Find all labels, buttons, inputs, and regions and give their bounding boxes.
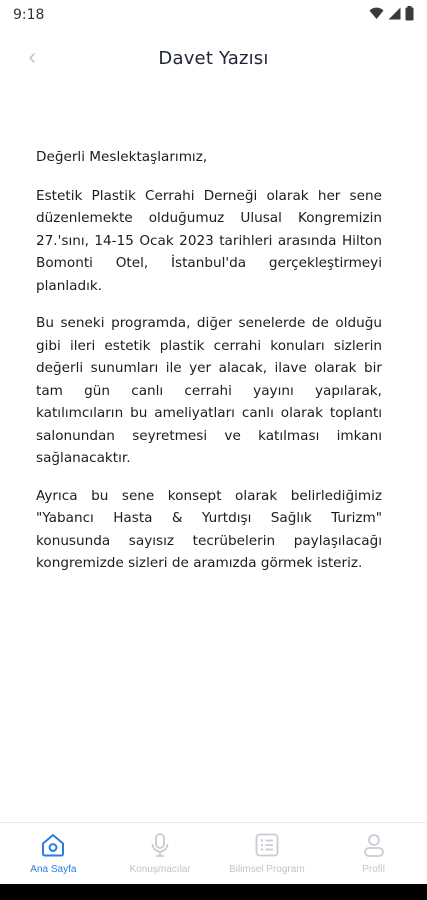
status-icons	[369, 6, 414, 25]
chevron-left-icon	[27, 49, 37, 68]
wifi-icon	[369, 7, 384, 24]
battery-icon	[405, 6, 414, 25]
letter-greeting: Değerli Meslektaşlarımız,	[36, 149, 208, 165]
list-icon	[252, 830, 282, 860]
letter-paragraph: Bu seneki programda, diğer senelerde de olduğu gibi ileri estetik plastik cerrahi konuları sizlerin değerli sunumları ile yer alacak, ilave olarak bir tam gün canlı cerrahi yayını yapılarak, katılımcıların bu ameliyatları canlı olarak toplantı salonundan seyretmesi ve katılması imkanı sağlanacaktır.	[36, 315, 382, 466]
letter-paragraph: Ayrıca bu sene konsept olarak belirlediğimiz "Yabancı Hasta & Yurtdışı Sağlık Turizm" konusunda sayısız tecrübelerin paylaşılacağı kongremizde sizleri de aramızda görmek isteriz.	[36, 487, 382, 571]
home-icon	[38, 830, 68, 860]
cellular-signal-icon	[388, 7, 401, 24]
bottom-tab-bar	[0, 822, 427, 885]
tab-konusmacilar[interactable]	[107, 823, 214, 885]
system-navigation-bar	[0, 884, 427, 900]
tab-label: Bilimsel Program	[229, 864, 305, 875]
tab-label: Konuşmacılar	[129, 864, 191, 875]
tab-label: Profil	[362, 864, 386, 875]
back-button[interactable]	[18, 44, 46, 72]
status-time: 9:18	[13, 7, 45, 23]
invitation-letter	[36, 146, 382, 590]
tab-label: Ana Sayfa	[30, 864, 77, 875]
tab-ana-sayfa[interactable]	[0, 823, 107, 885]
tab-profil[interactable]	[320, 823, 427, 885]
page-title: Davet Yazısı	[158, 47, 269, 69]
app-header	[0, 40, 427, 76]
status-bar	[0, 0, 427, 30]
letter-paragraph: Estetik Plastik Cerrahi Derneği olarak her sene düzenlemekte olduğumuz Ulusal Kongremizin 27.'sını, 14-15 Ocak 2023 tarihleri arasında Hilton Bomonti Otel, İstanbul'da gerçekleştirmeyi planladık.	[36, 187, 382, 294]
microphone-icon	[145, 830, 175, 860]
user-icon	[359, 830, 389, 860]
tab-bilimsel-program[interactable]	[214, 823, 321, 885]
